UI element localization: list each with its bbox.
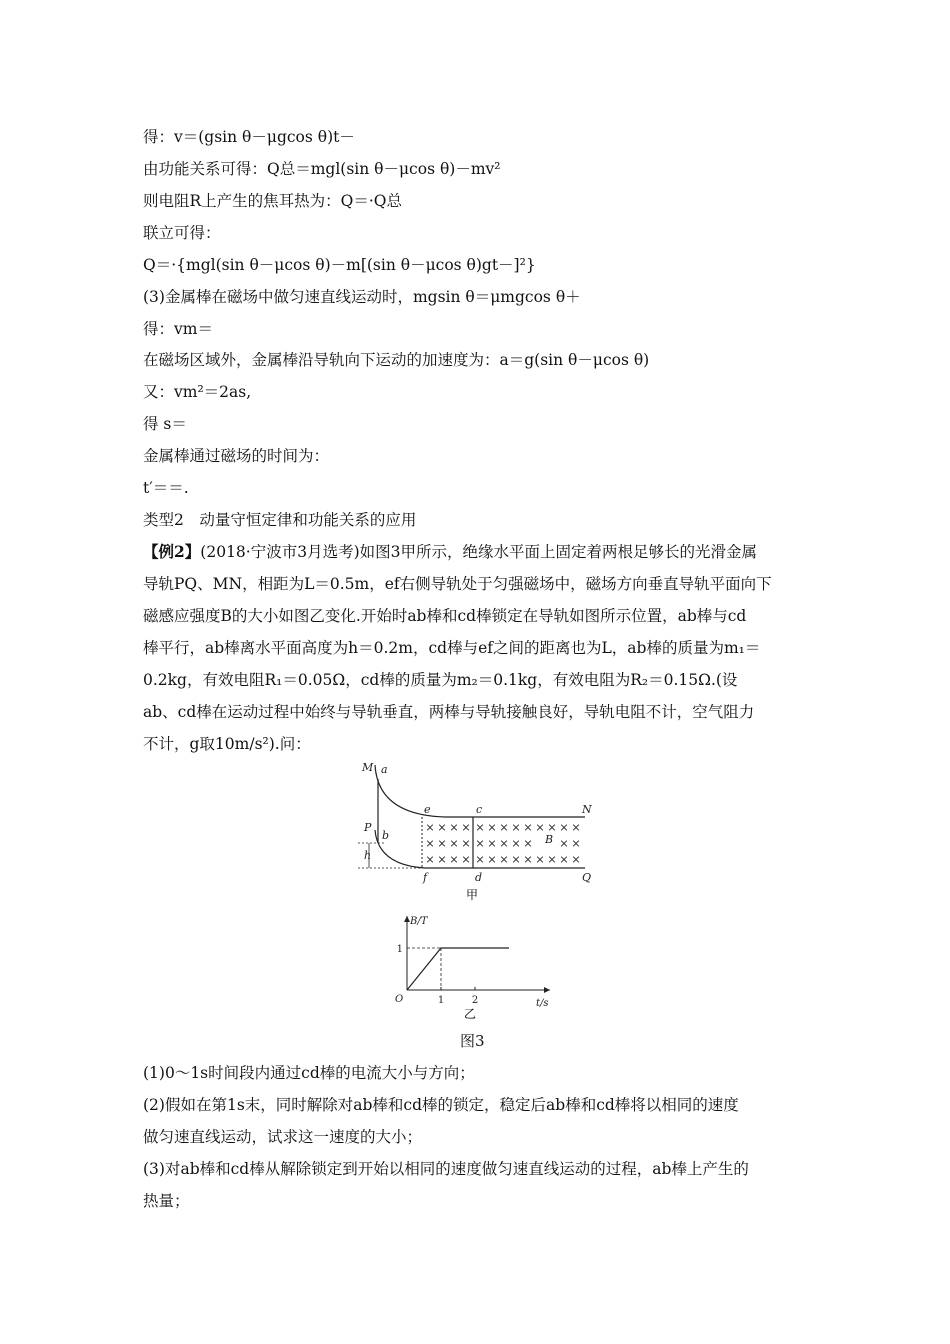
svg-text:×: × [559,837,569,850]
example-line-5: 0.2kg，有效电阻R₁＝0.05Ω，cd棒的质量为m₂＝0.1kg，有效电阻为R₂＝0.15Ω.(设 [143,671,738,689]
svg-text:×: × [437,837,447,850]
svg-text:×: × [535,821,545,834]
question-2-line-2: 做匀速直线运动，试求这一速度的大小； [143,1128,423,1146]
x-tick-label-1: 1 [437,995,445,1006]
solution-line-4: 联立可得： [143,224,221,242]
b-t-series-line [407,948,509,990]
svg-text:×: × [475,837,485,850]
label-c: c [476,803,483,816]
svg-text:×: × [571,853,581,866]
svg-text:×: × [475,853,485,866]
svg-text:×: × [461,821,471,834]
svg-text:×: × [559,821,569,834]
svg-text:×: × [511,837,521,850]
question-2-line-1: (2)假如在第1s末，同时解除对ab棒和cd棒的锁定，稳定后ab棒和cd棒将以相同的速度 [143,1096,739,1114]
svg-text:×: × [559,853,569,866]
section-heading: 类型2 动量守恒定律和功能关系的应用 [143,511,417,529]
origin-label: O [395,994,404,1005]
solution-line-3: 则电阻R上产生的焦耳热为：Q＝·Q总 [143,192,403,210]
example-line-7: 不计，g取10m/s²).问： [143,735,311,753]
svg-text:×: × [499,821,509,834]
svg-text:×: × [571,821,581,834]
example-tag: 【例2】 [143,542,201,561]
label-h: h [364,849,372,862]
svg-text:×: × [487,821,497,834]
solution-line-11: 金属棒通过磁场的时间为： [143,447,330,465]
solution-line-1: 得：v＝(gsin θ－μgcos θ)t－ [143,128,355,146]
solution-line-6: (3)金属棒在磁场中做匀速直线运动时，mgsin θ＝μmgcos θ＋ [143,288,581,306]
svg-text:×: × [425,821,435,834]
label-B: B [545,833,554,846]
label-P: P [364,821,372,834]
label-d: d [475,871,483,884]
example-line-2: 导轨PQ、MN，相距为L＝0.5m，ef右侧导轨处于匀强磁场中，磁场方向垂直导轨平面向下 [143,575,772,593]
question-3-line-1: (3)对ab棒和cd棒从解除锁定到开始以相同的速度做匀速直线运动的过程，ab棒上产生的 [143,1160,749,1178]
example-line-4: 棒平行，ab棒离水平面高度为h＝0.2m，cd棒与ef之间的距离也为L，ab棒的质量为m₁＝ [143,639,761,657]
y-tick-label-1: 1 [396,944,403,955]
label-M: M [362,761,374,774]
svg-text:×: × [487,837,497,850]
magnetic-field-crosses [425,821,580,866]
svg-text:×: × [511,853,521,866]
svg-text:×: × [499,837,509,850]
svg-text:×: × [523,837,533,850]
solution-line-7: 得：vm＝ [143,320,213,338]
solution-line-5: Q＝·{mgl(sin θ－μcos θ)－m[(sin θ－μcos θ)gt－]²} [143,256,536,274]
svg-text:×: × [487,853,497,866]
question-1: (1)0～1s时间段内通过cd棒的电流大小与方向； [143,1064,475,1082]
svg-text:×: × [449,837,459,850]
figure-jia [350,755,610,905]
x-axis-label: t/s [536,998,549,1009]
svg-text:×: × [523,821,533,834]
example-text-1: (2018·宁波市3月选考)如图3甲所示，绝缘水平面上固定着两根足够长的光滑金属 [200,543,757,561]
svg-text:×: × [523,853,533,866]
svg-text:×: × [547,853,557,866]
figure-yi [385,910,555,1025]
x-tick-label-2: 2 [471,995,479,1006]
figure-caption: 图3 [460,1032,485,1050]
solution-line-12: t′＝＝. [143,479,189,497]
svg-text:×: × [437,853,447,866]
svg-text:×: × [437,821,447,834]
svg-text:×: × [425,853,435,866]
figure-jia-caption: 甲 [465,888,479,902]
svg-text:×: × [535,853,545,866]
svg-text:×: × [461,853,471,866]
label-a: a [381,763,388,776]
solution-line-8: 在磁场区域外，金属棒沿导轨向下运动的加速度为：a＝g(sin θ－μcos θ) [143,351,650,369]
label-N: N [582,803,592,816]
question-3-line-2: 热量； [143,1192,190,1210]
svg-text:×: × [461,837,471,850]
svg-text:×: × [547,821,557,834]
solution-line-9: 又：vm²＝2as, [143,383,252,401]
figure-yi-caption: 乙 [463,1007,477,1021]
example-line-1 [143,542,757,562]
svg-text:×: × [499,853,509,866]
svg-text:×: × [571,837,581,850]
label-e: e [424,803,431,816]
svg-text:×: × [449,853,459,866]
y-axis-label: B/T [410,916,428,927]
label-f: f [423,871,428,884]
label-b: b [382,829,390,842]
example-line-6: ab、cd棒在运动过程中始终与导轨垂直，两棒与导轨接触良好，导轨电阻不计，空气阻力 [143,703,755,721]
solution-line-2: 由功能关系可得：Q总＝mgl(sin θ－μcos θ)－mv² [143,160,501,178]
svg-text:×: × [449,821,459,834]
label-Q: Q [582,871,592,884]
example-line-3: 磁感应强度B的大小如图乙变化.开始时ab棒和cd棒锁定在导轨如图所示位置，ab棒与cd [143,607,747,625]
svg-text:×: × [511,821,521,834]
svg-text:×: × [425,837,435,850]
svg-text:×: × [475,821,485,834]
solution-line-10: 得 s＝ [143,415,187,433]
